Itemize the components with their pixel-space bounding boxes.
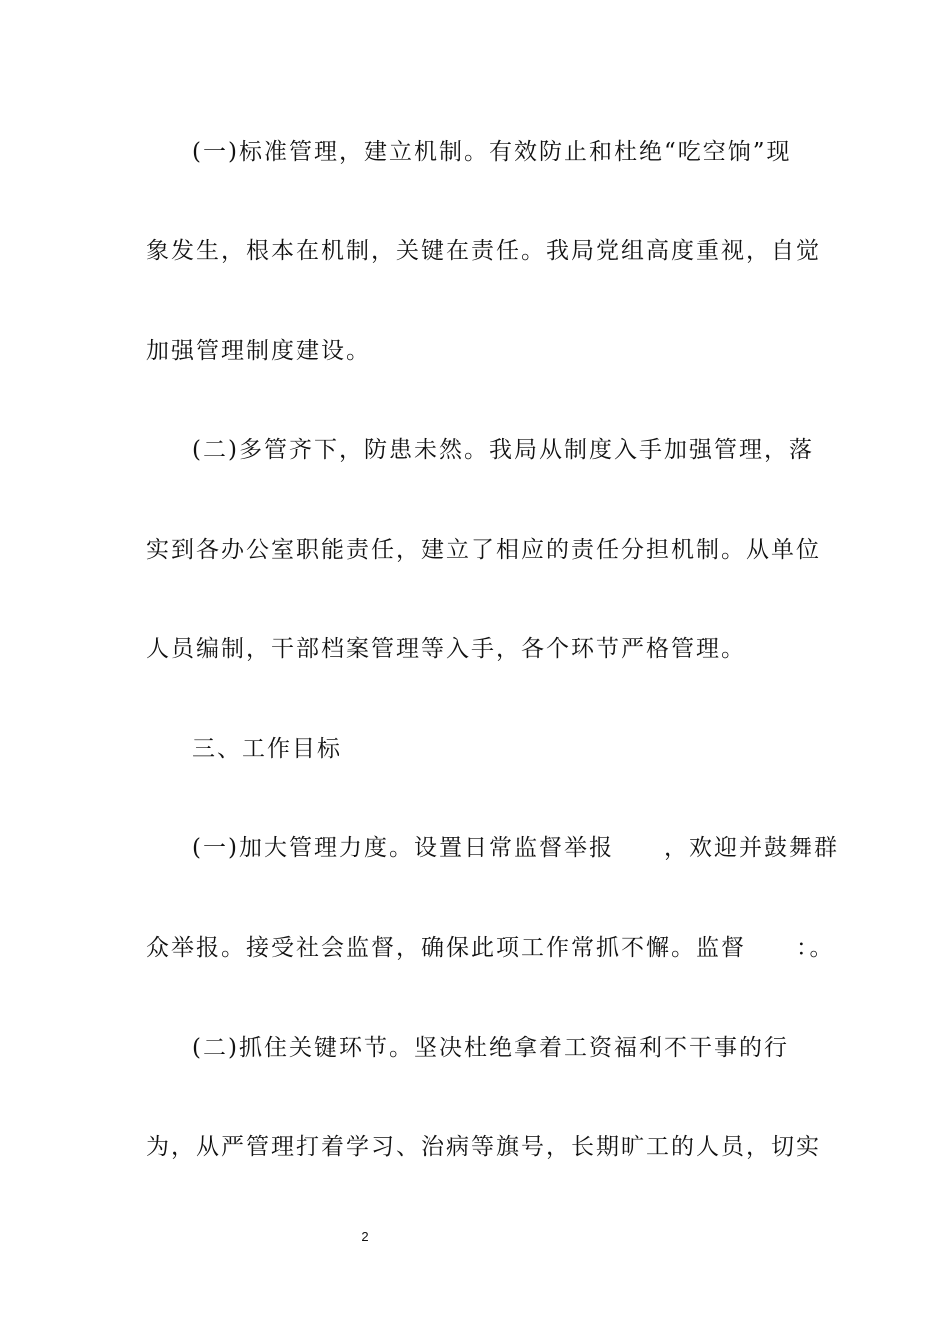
paragraph-line: 象发生，根本在机制，关键在责任。我局党组高度重视，自觉	[146, 238, 821, 264]
section-heading: 三、工作目标	[192, 736, 342, 762]
paragraph-line: 加强管理制度建设。	[146, 338, 371, 364]
page-number: 2	[361, 1229, 369, 1244]
paragraph-line: 实到各办公室职能责任，建立了相应的责任分担机制。从单位	[146, 537, 821, 563]
paragraph-line: (二)抓住关键环节。坚决杜绝拿着工资福利不干事的行	[192, 1035, 789, 1061]
paragraph-line: (一)标准管理，建立机制。有效防止和杜绝“吃空饷”现	[192, 139, 792, 165]
paragraph-line: (二)多管齐下，防患未然。我局从制度入手加强管理，落	[192, 437, 814, 463]
paragraph-line: 人员编制，干部档案管理等入手，各个环节严格管理。	[146, 636, 746, 662]
paragraph-line: 为，从严管理打着学习、治病等旗号，长期旷工的人员，切实	[146, 1134, 821, 1160]
paragraph-line: (一)加大管理力度。设置日常监督举报 ，欢迎并鼓舞群	[192, 835, 839, 861]
paragraph-line: 众举报。接受社会监督，确保此项工作常抓不懈。监督 ：。	[146, 935, 835, 961]
